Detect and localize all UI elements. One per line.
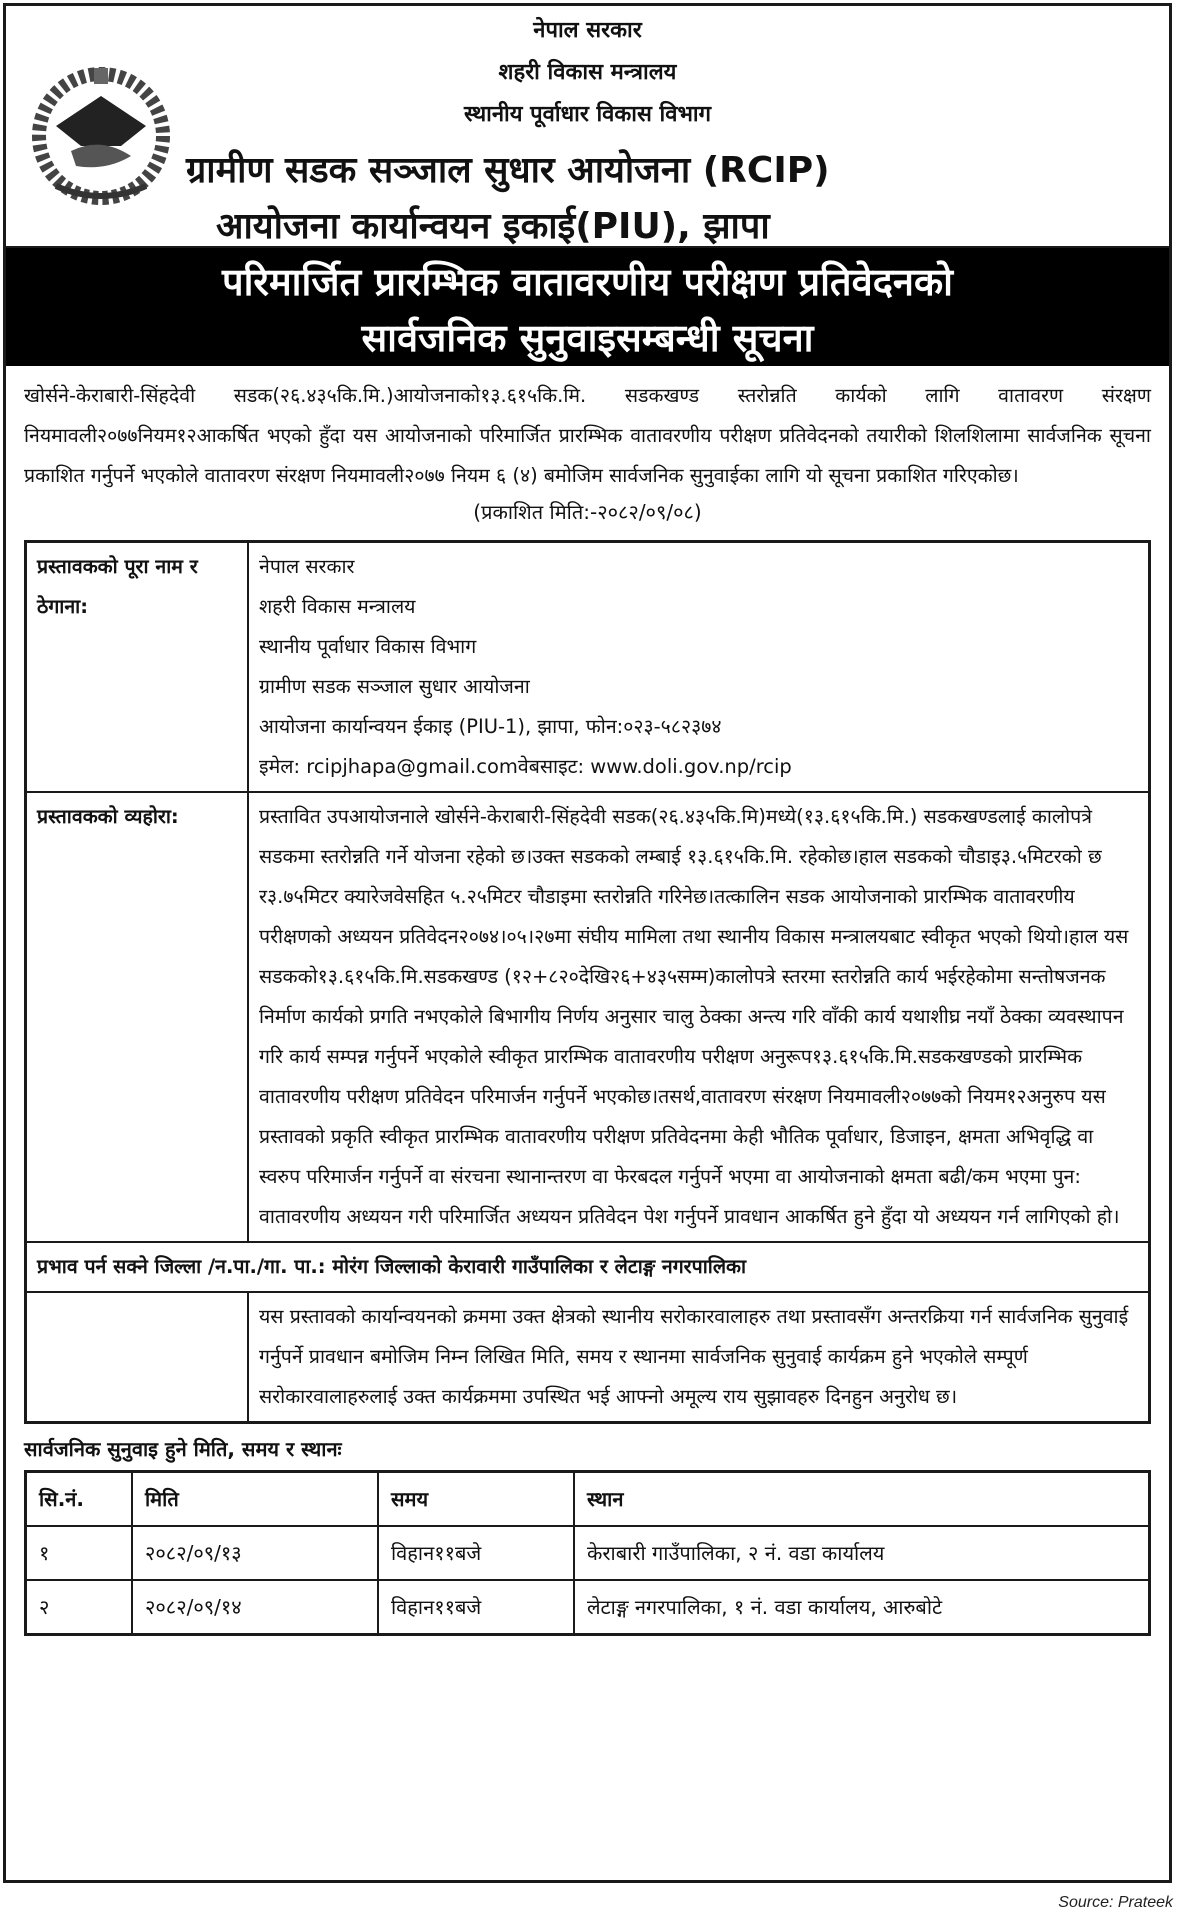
proponent-details — [248, 542, 1150, 793]
proponent-line: ग्रामीण सडक सञ्जाल सुधार आयोजना — [259, 675, 530, 698]
affected-area-text: प्रभाव पर्न सक्ने जिल्ला /न.पा./गा. पा.: मोरंग जिल्लाको केरावारी गाउँपालिका र लेटाङ्ग नगरपालिका — [26, 1242, 1150, 1292]
time-cell: विहान११बजे — [378, 1526, 574, 1580]
col-time: समय — [378, 1472, 574, 1527]
proposal-row — [26, 792, 1150, 1242]
proponent-line: आयोजना कार्यान्वयन ईकाइ (PIU-1), झापा, फोन:०२३-५८२३७४ — [259, 715, 722, 738]
published-date: (प्रकाशित मिति:-२०८२/०९/०८) — [473, 500, 702, 524]
project-name: ग्रामीण सडक सञ्जाल सुधार आयोजना (RCIP) — [186, 150, 830, 191]
request-text: यस प्रस्तावको कार्यान्वयनको क्रममा उक्त क्षेत्रको स्थानीय सरोकारवालाहरु तथा प्रस्तावसँग अन्तरक्रिया गर्न सार्वजनिक सुनुवाई गर्नुपर्ने प्रावधान बमोजिम निम्न लिखित मिति, समय र स्थानमा सार्वजनिक सुनुवाई कार्यक्रम हुने भएकोले सम्पूर्ण सरोकारवालाहरुलाई उक्त कार्यक्रममा उपस्थित भई आफ्नो अमूल्य राय सुझावहरु दिनहुन अनुरोध छ। — [248, 1292, 1150, 1423]
proponent-contact-line: इमेल: rcipjhapa@gmail.comवेबसाइट: www.doli.gov.np/rcip — [259, 755, 792, 778]
proponent-row — [26, 542, 1150, 793]
proponent-label: प्रस्तावकको पूरा नाम र ठेगाना: — [26, 542, 249, 793]
schedule-title: सार्वजनिक सुनुवाइ हुने मिति, समय र स्थानः — [24, 1437, 342, 1461]
col-date: मिति — [132, 1472, 378, 1527]
proponent-line: शहरी विकास मन्त्रालय — [259, 595, 416, 618]
date-cell: २०८२/०९/१४ — [132, 1580, 378, 1635]
proposal-description: प्रस्तावित उपआयोजनाले खोर्सने-केराबारी-सिंहदेवी सडक(२६.४३५कि.मि)मध्ये(१३.६१५कि.मि.) सडकखण्डलाई कालोपत्रे सडकमा स्तरोन्नति गर्ने योजना रहेको छ।उक्त सडकको लम्बाई १३.६१५कि.मि. रहेकोछ।हाल सडकको चौडाइ३.५मिटरको छ र३.७५मिटर क्यारेजवेसहित ५.२५मिटर चौडाइमा स्तरोन्नति गरिनेछ।तत्कालिन सडक आयोजनाको प्रारम्भिक वातावरणीय परीक्षणको अध्ययन प्रतिवेदन२०७४।०५।२७मा संघीय मामिला तथा स्थानीय विकास मन्त्रालयबाट स्वीकृत भएको थियो।हाल यस सडकको१३.६१५कि.मि.सडकखण्ड (१२+८२०देखि२६+४३५सम्म)कालोपत्रे स्तरमा स्तरोन्नति कार्य भईरहेकोमा सन्तोषजनक निर्माण कार्यको प्रगति नभएकोले बिभागीय निर्णय अनुसार चालु ठेक्का अन्त्य गरि वाँकी कार्य यथाशीघ्र नयाँ ठेक्का व्यवस्थापन गरि कार्य सम्पन्न गर्नुपर्ने भएकोले स्वीकृत प्रारम्भिक वातावरणीय परीक्षण अनुरूप१३.६१५कि.मि.सडकखण्डको प्रारम्भिक वातावरणीय परीक्षण प्रतिवेदन परिमार्जन गर्नुपर्ने भएकोछ।तसर्थ,वातावरण संरक्षण नियमावली२०७७को नियम१२अनुरुप यस प्रस्तावको प्रकृति स्वीकृत प्रारम्भिक वातावरणीय परीक्षण प्रतिवेदनमा केही भौतिक पूर्वाधार, डिजाइन, क्षमता अभिवृद्धि वा स्वरुप परिमार्जन गर्नुपर्ने वा संरचना स्थानान्तरण वा फेरबदल गर्नुपर्ने भएमा वा आयोजनाको क्षमता बढी/कम भएमा पुन: वातावरणीय अध्ययन गरी परिमार्जित अध्ययन प्रतिवेदन पेश गर्नुपर्ने प्रावधान आकर्षित हुने हुँदा यो अध्ययन गर्न लागिएको हो। — [248, 792, 1150, 1242]
notice-title-line2: सार्वजनिक सुनुवाइसम्बन्धी सूचना — [361, 316, 814, 360]
notice-title-line1: परिमार्जित प्रारम्भिक वातावरणीय परीक्षण प्रतिवेदनको — [221, 260, 954, 304]
notice-title-banner — [6, 248, 1169, 366]
hearing-schedule-table — [24, 1470, 1151, 1636]
serial-cell: १ — [26, 1526, 133, 1580]
intro-paragraph: खोर्सने-केराबारी-सिंहदेवी सडक(२६.४३५कि.मि.)आयोजनाको१३.६१५कि.मि. सडकखण्ड स्तरोन्नति कार्यको लागि वातावरण संरक्षण नियमावली२०७७नियम१२आकर्षित भएको हुँदा यस आयोजनाको परिमार्जित प्रारम्भिक वातावरणीय परीक्षण प्रतिवेदनको तयारीको शिलशिलामा सार्वजनिक सूचना प्रकाशित गर्नुपर्ने भएकोले वातावरण संरक्षण नियमावली२०७७ नियम ६ (४) बमोजिम सार्वजनिक सुनुवाईका लागि यो सूचना प्रकाशित गरिएकोछ। — [24, 384, 1151, 487]
proponent-line: स्थानीय पूर्वाधार विकास विभाग — [259, 635, 477, 658]
venue-cell: केराबारी गाउँपालिका, २ नं. वडा कार्यालय — [574, 1526, 1150, 1580]
affected-area-row — [26, 1242, 1150, 1292]
notice-header — [6, 6, 1169, 248]
notice-frame — [3, 3, 1172, 1883]
proposal-info-table — [24, 540, 1151, 1424]
time-cell: विहान११बजे — [378, 1580, 574, 1635]
government-name: नेपाल सरकार — [533, 18, 642, 43]
unit-name: आयोजना कार्यान्वयन इकाई(PIU), झापा — [216, 206, 770, 247]
venue-cell: लेटाङ्ग नगरपालिका, १ नं. वडा कार्यालय, आरुबोटे — [574, 1580, 1150, 1635]
ministry-name: शहरी विकास मन्त्रालय — [498, 60, 677, 85]
col-venue: स्थान — [574, 1472, 1150, 1527]
col-serial: सि.नं. — [26, 1472, 133, 1527]
table-row — [26, 1526, 1150, 1580]
department-name: स्थानीय पूर्वाधार विकास विभाग — [463, 102, 712, 127]
date-cell: २०८२/०९/१३ — [132, 1526, 378, 1580]
request-row — [26, 1292, 1150, 1423]
request-label-empty — [26, 1292, 249, 1423]
serial-cell: २ — [26, 1580, 133, 1635]
table-header-row — [26, 1472, 1150, 1527]
source-credit: Source: Prateek — [1058, 1894, 1173, 1911]
proponent-line: नेपाल सरकार — [259, 555, 355, 578]
table-row — [26, 1580, 1150, 1635]
proposal-label: प्रस्तावकको व्यहोरा: — [26, 792, 249, 1242]
